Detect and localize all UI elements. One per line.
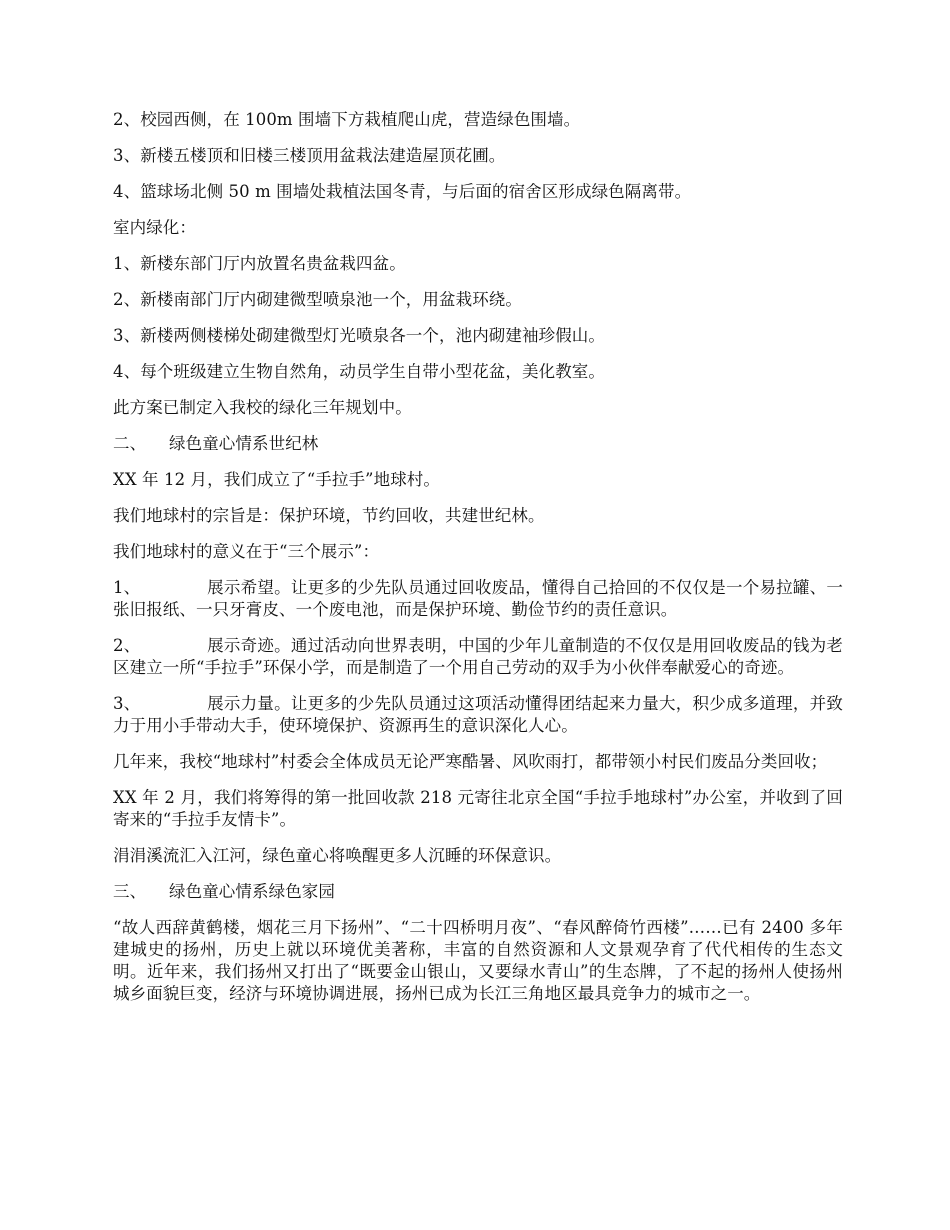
body-paragraph: [113, 917, 843, 1005]
paragraph-text: XX 年 2 月，我们将筹得的第一批回收款 218 元寄往北京全国“手拉手地球村”办公室，并收到了回寄来的“手拉手友情卡”。: [113, 788, 843, 829]
item-number: 二、: [113, 434, 147, 453]
paragraph-text: “故人西辞黄鹤楼，烟花三月下扬州”、“二十四桥明月夜”、“春风醉倚竹西楼”……已有 2400 多年建城史的扬州，历史上就以环境优美著称，丰富的自然资源和人文景观孕育了代代相传的生态文明。近年来，我们扬州又打出了“既要金山银山，又要绿水青山”的生态牌，了不起的扬州人使扬州城乡面貌巨变，经济与环境协调进展，扬州已成为长江三角地区最具竞争力的城市之一。: [113, 918, 843, 1003]
paragraph-text: 此方案已制定入我校的绿化三年规划中。: [113, 398, 412, 417]
paragraph-text: 展示希望。让更多的少先队员通过回收废品，懂得自己拾回的不仅仅是一个易拉罐、一张旧报纸、一只牙膏皮、一个废电池，而是保护环境、勤俭节约的责任意识。: [113, 578, 843, 619]
paragraph-text: 展示奇迹。通过活动向世界表明，中国的少年儿童制造的不仅仅是用回收废品的钱为老区建立一所“手拉手”环保小学，而是制造了一个用自己劳动的双手为小伙伴奉献爱心的奇迹。: [113, 636, 843, 677]
body-paragraph: [113, 397, 843, 419]
paragraph-text: XX 年 12 月，我们成立了“手拉手”地球村。: [113, 470, 440, 489]
paragraph-text: 我们地球村的宗旨是：保护环境，节约回收，共建世纪林。: [113, 506, 545, 525]
paragraph-text: 2、新楼南部门厅内砌建微型喷泉池一个，用盆栽环绕。: [113, 290, 522, 309]
document-page: [113, 109, 843, 1019]
item-number: 3、: [113, 694, 141, 713]
paragraph-text: 3、新楼两侧楼梯处砌建微型灯光喷泉各一个，池内砌建袖珍假山。: [113, 326, 605, 345]
paragraph-text: 2、校园西侧，在 100m 围墙下方栽植爬山虎，营造绿色围墙。: [113, 110, 581, 129]
body-paragraph: [113, 541, 843, 563]
numbered-paragraph: [113, 577, 843, 621]
numbered-paragraph: [113, 635, 843, 679]
body-paragraph: [113, 787, 843, 831]
paragraph-text: 我们地球村的意义在于“三个展示”：: [113, 542, 380, 561]
paragraph-text: 几年来，我校“地球村”村委会全体成员无论严寒酷暑、风吹雨打，都带领小村民们废品分类回收；: [113, 752, 828, 771]
paragraph-text: 室内绿化：: [113, 218, 196, 237]
section-heading: [113, 881, 843, 903]
paragraph-text: 3、新楼五楼顶和旧楼三楼顶用盆栽法建造屋顶花圃。: [113, 146, 506, 165]
paragraph-text: 4、每个班级建立生物自然角，动员学生自带小型花盆，美化教室。: [113, 362, 605, 381]
paragraph-text: 4、篮球场北侧 50 m 围墙处栽植法国冬青，与后面的宿舍区形成绿色隔离带。: [113, 182, 692, 201]
item-number: 三、: [113, 882, 147, 901]
body-paragraph: [113, 361, 843, 383]
body-paragraph: [113, 325, 843, 347]
paragraph-text: 绿色童心情系世纪林: [169, 434, 319, 453]
item-number: 2、: [113, 636, 141, 655]
body-paragraph: [113, 109, 843, 131]
body-paragraph: [113, 751, 843, 773]
body-paragraph: [113, 505, 843, 527]
body-paragraph: [113, 145, 843, 167]
body-paragraph: [113, 469, 843, 491]
body-paragraph: [113, 289, 843, 311]
body-paragraph: [113, 845, 843, 867]
paragraph-text: 展示力量。让更多的少先队员通过这项活动懂得团结起来力量大，积少成多道理，并致力于用小手带动大手，使环境保护、资源再生的意识深化人心。: [113, 694, 843, 735]
numbered-paragraph: [113, 693, 843, 737]
paragraph-text: 1、新楼东部门厅内放置名贵盆栽四盆。: [113, 254, 406, 273]
paragraph-text: 绿色童心情系绿色家园: [169, 882, 335, 901]
body-paragraph: [113, 253, 843, 275]
item-number: 1、: [113, 578, 141, 597]
section-heading: [113, 433, 843, 455]
body-paragraph: [113, 217, 843, 239]
body-paragraph: [113, 181, 843, 203]
paragraph-text: 涓涓溪流汇入江河，绿色童心将唤醒更多人沉睡的环保意识。: [113, 846, 562, 865]
